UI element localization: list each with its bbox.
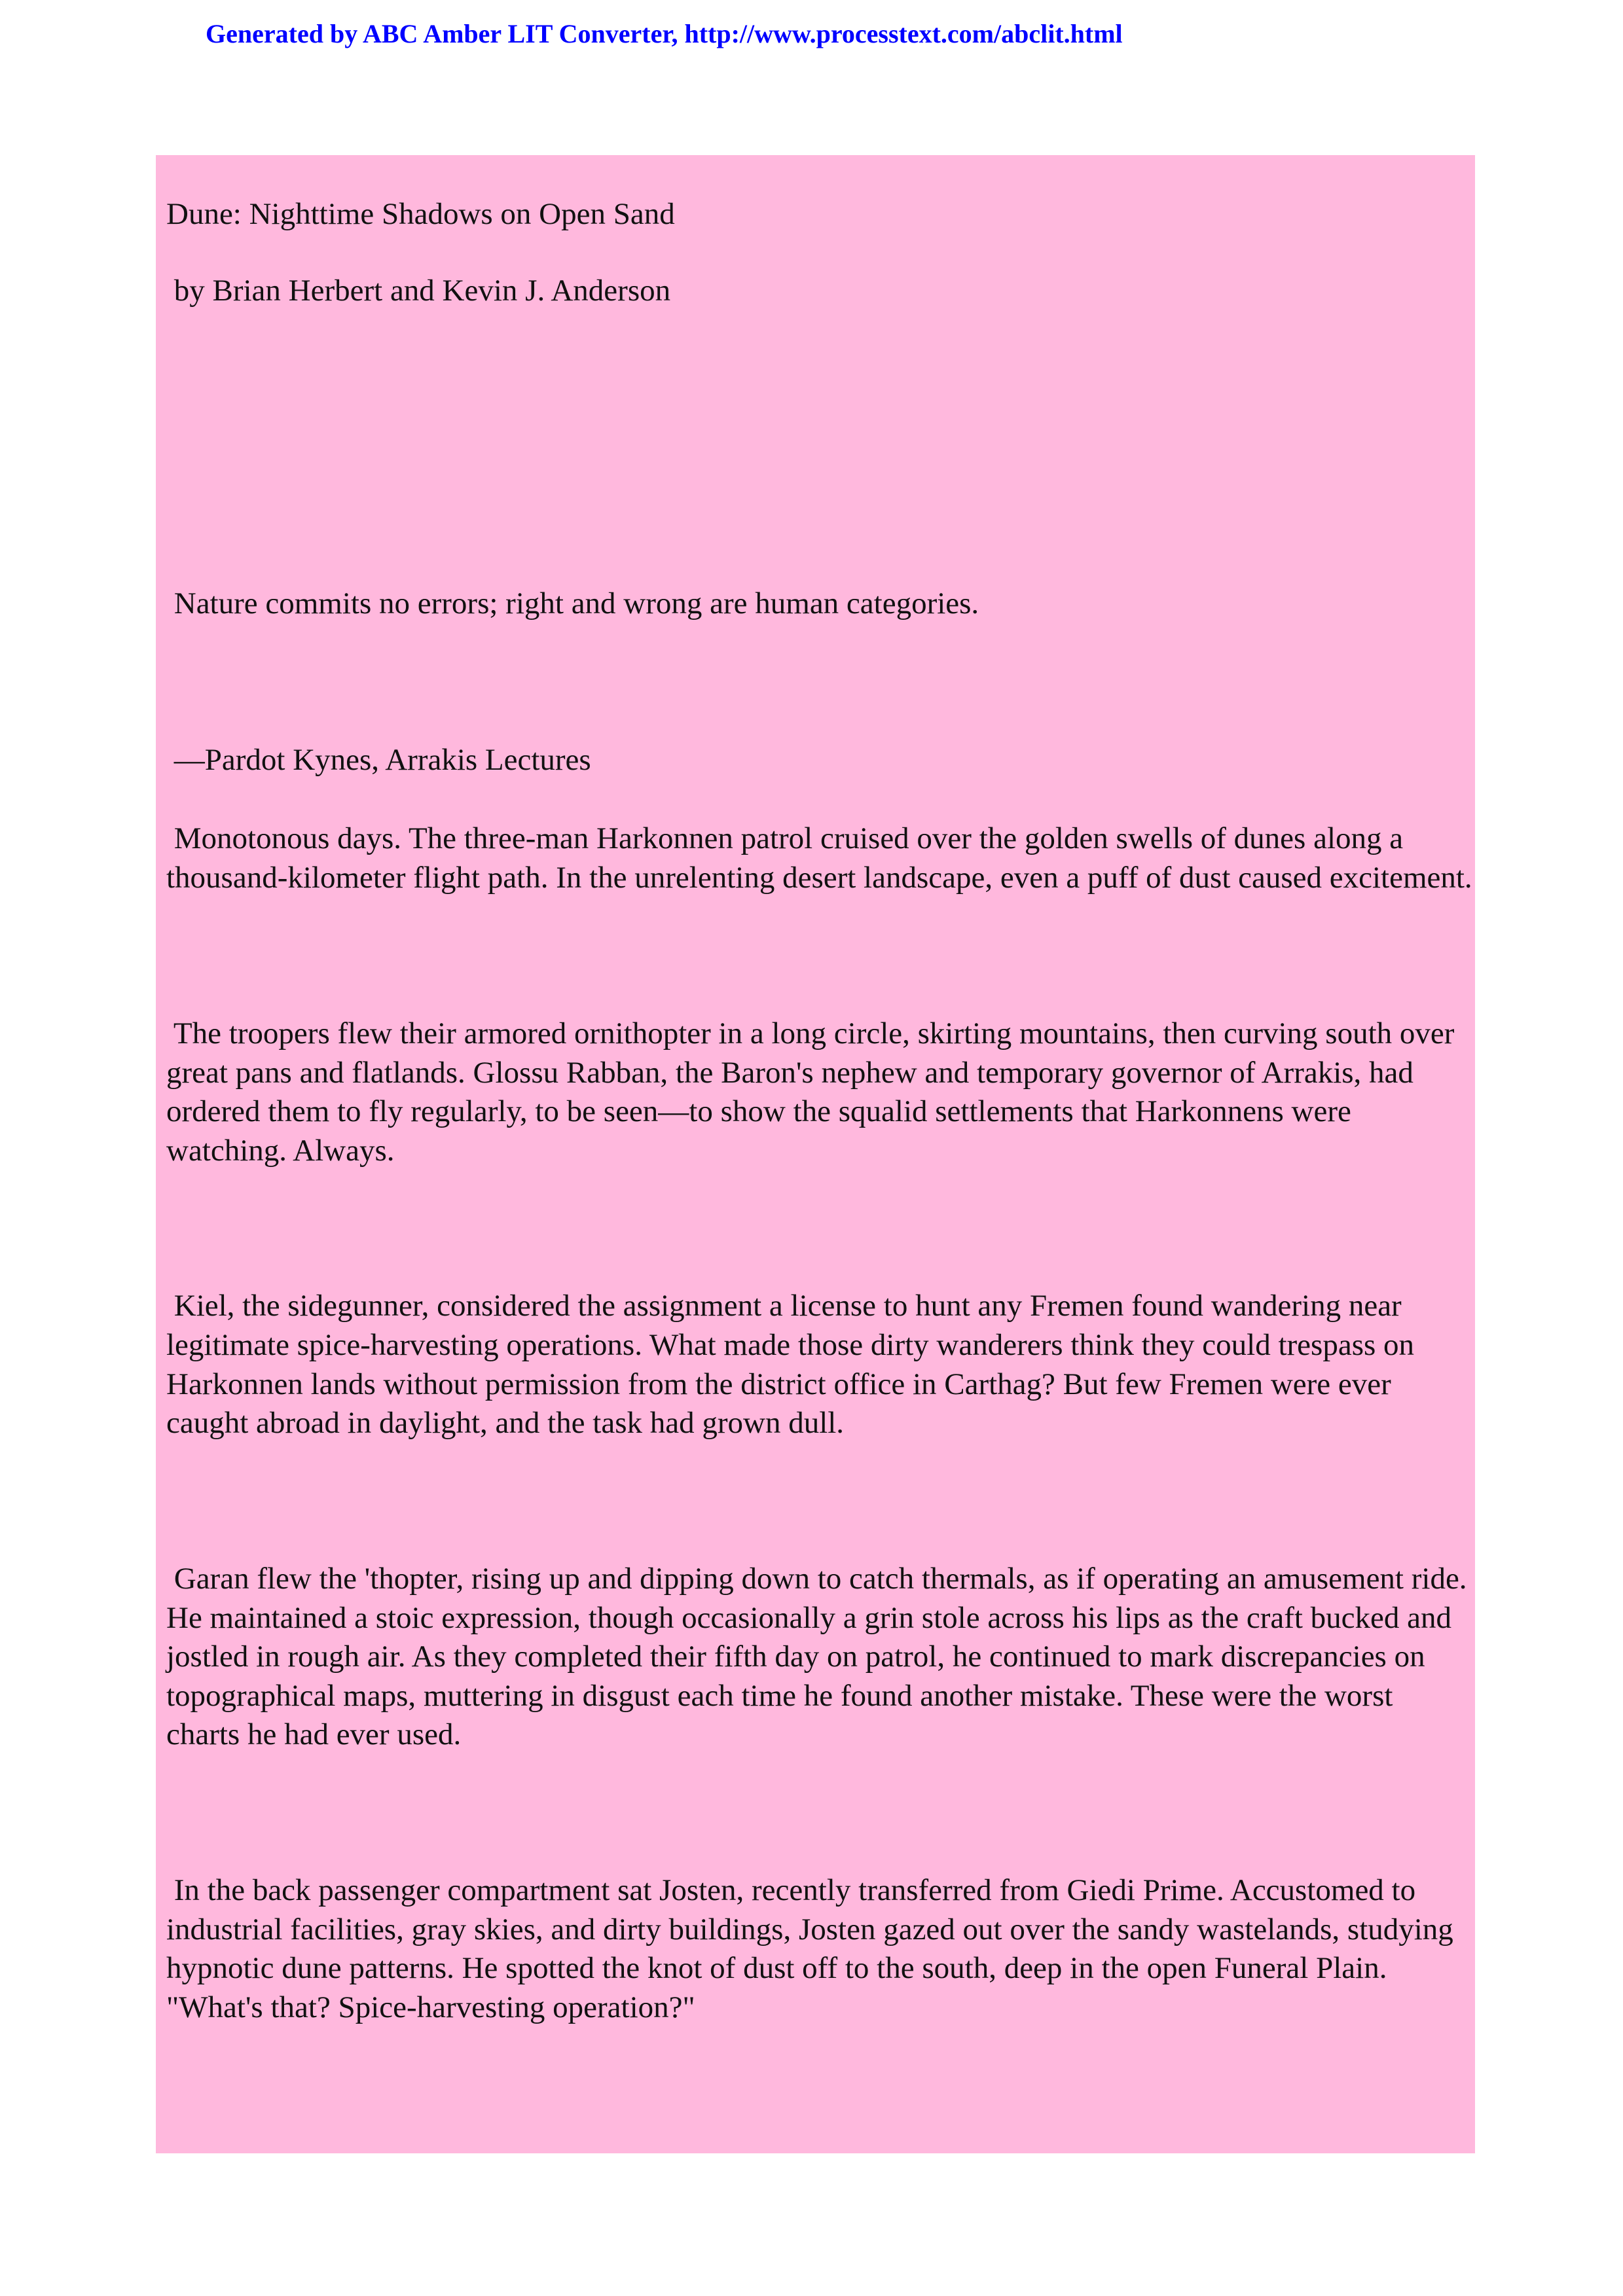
paragraph-5-line-3: hypnotic dune patterns. He spotted the knot of dust off to the south, deep in the open Funeral Plain. bbox=[166, 1951, 1387, 1985]
paragraph-2-line-1: The troopers flew their armored ornithopter in a long circle, skirting mountains, then curving south over bbox=[166, 1016, 1455, 1050]
epigraph: Nature commits no errors; right and wrong are human categories. bbox=[166, 586, 979, 620]
document-title: Dune: Nighttime Shadows on Open Sand bbox=[166, 197, 675, 231]
paragraph-1-line-1: Monotonous days. The three-man Harkonnen patrol cruised over the golden swells of dunes along a bbox=[166, 821, 1404, 855]
paragraph-3-line-3: Harkonnen lands without permission from the district office in Carthag? But few Fremen were ever bbox=[166, 1367, 1391, 1401]
epigraph-attribution: —Pardot Kynes, Arrakis Lectures bbox=[166, 743, 591, 777]
paragraph-4-line-4: topographical maps, muttering in disgust each time he found another mistake. These were the worst bbox=[166, 1679, 1393, 1713]
paragraph-2-line-3: ordered them to fly regularly, to be seen—to show the squalid settlements that Harkonnens were bbox=[166, 1094, 1351, 1128]
paragraph-2-line-4: watching. Always. bbox=[166, 1134, 395, 1168]
paragraph-4-line-3: jostled in rough air. As they completed their fifth day on patrol, he continued to mark discrepancies on bbox=[166, 1640, 1425, 1674]
paragraph-3-line-4: caught abroad in daylight, and the task had grown dull. bbox=[166, 1406, 845, 1440]
paragraph-4-line-5: charts he had ever used. bbox=[166, 1717, 462, 1751]
document-byline: by Brian Herbert and Kevin J. Anderson bbox=[166, 274, 671, 308]
paragraph-2-line-2: great pans and flatlands. Glossu Rabban, the Baron's nephew and temporary governor of Arrakis, had bbox=[166, 1056, 1413, 1090]
paragraph-5-line-1: In the back passenger compartment sat Josten, recently transferred from Giedi Prime. Accustomed to bbox=[166, 1873, 1416, 1907]
paragraph-3-line-1: Kiel, the sidegunner, considered the assignment a license to hunt any Fremen found wandering near bbox=[166, 1289, 1402, 1323]
paragraph-5-line-2: industrial facilities, gray skies, and dirty buildings, Josten gazed out over the sandy wastelands, studying bbox=[166, 1912, 1453, 1946]
paragraph-4-line-1: Garan flew the 'thopter, rising up and dipping down to catch thermals, as if operating an amusement ride. bbox=[166, 1562, 1467, 1596]
paragraph-1-line-2: thousand-kilometer flight path. In the unrelenting desert landscape, even a puff of dust caused excitement. bbox=[166, 861, 1472, 895]
paragraph-3-line-2: legitimate spice-harvesting operations. What made those dirty wanderers think they could trespass on bbox=[166, 1328, 1415, 1362]
converter-banner: Generated by ABC Amber LIT Converter, http://www.processtext.com/abclit.html bbox=[206, 19, 1123, 48]
paragraph-5-line-4: "What's that? Spice-harvesting operation?" bbox=[166, 1990, 695, 2024]
paragraph-4-line-2: He maintained a stoic expression, though occasionally a grin stole across his lips as the craft bucked and bbox=[166, 1601, 1452, 1635]
